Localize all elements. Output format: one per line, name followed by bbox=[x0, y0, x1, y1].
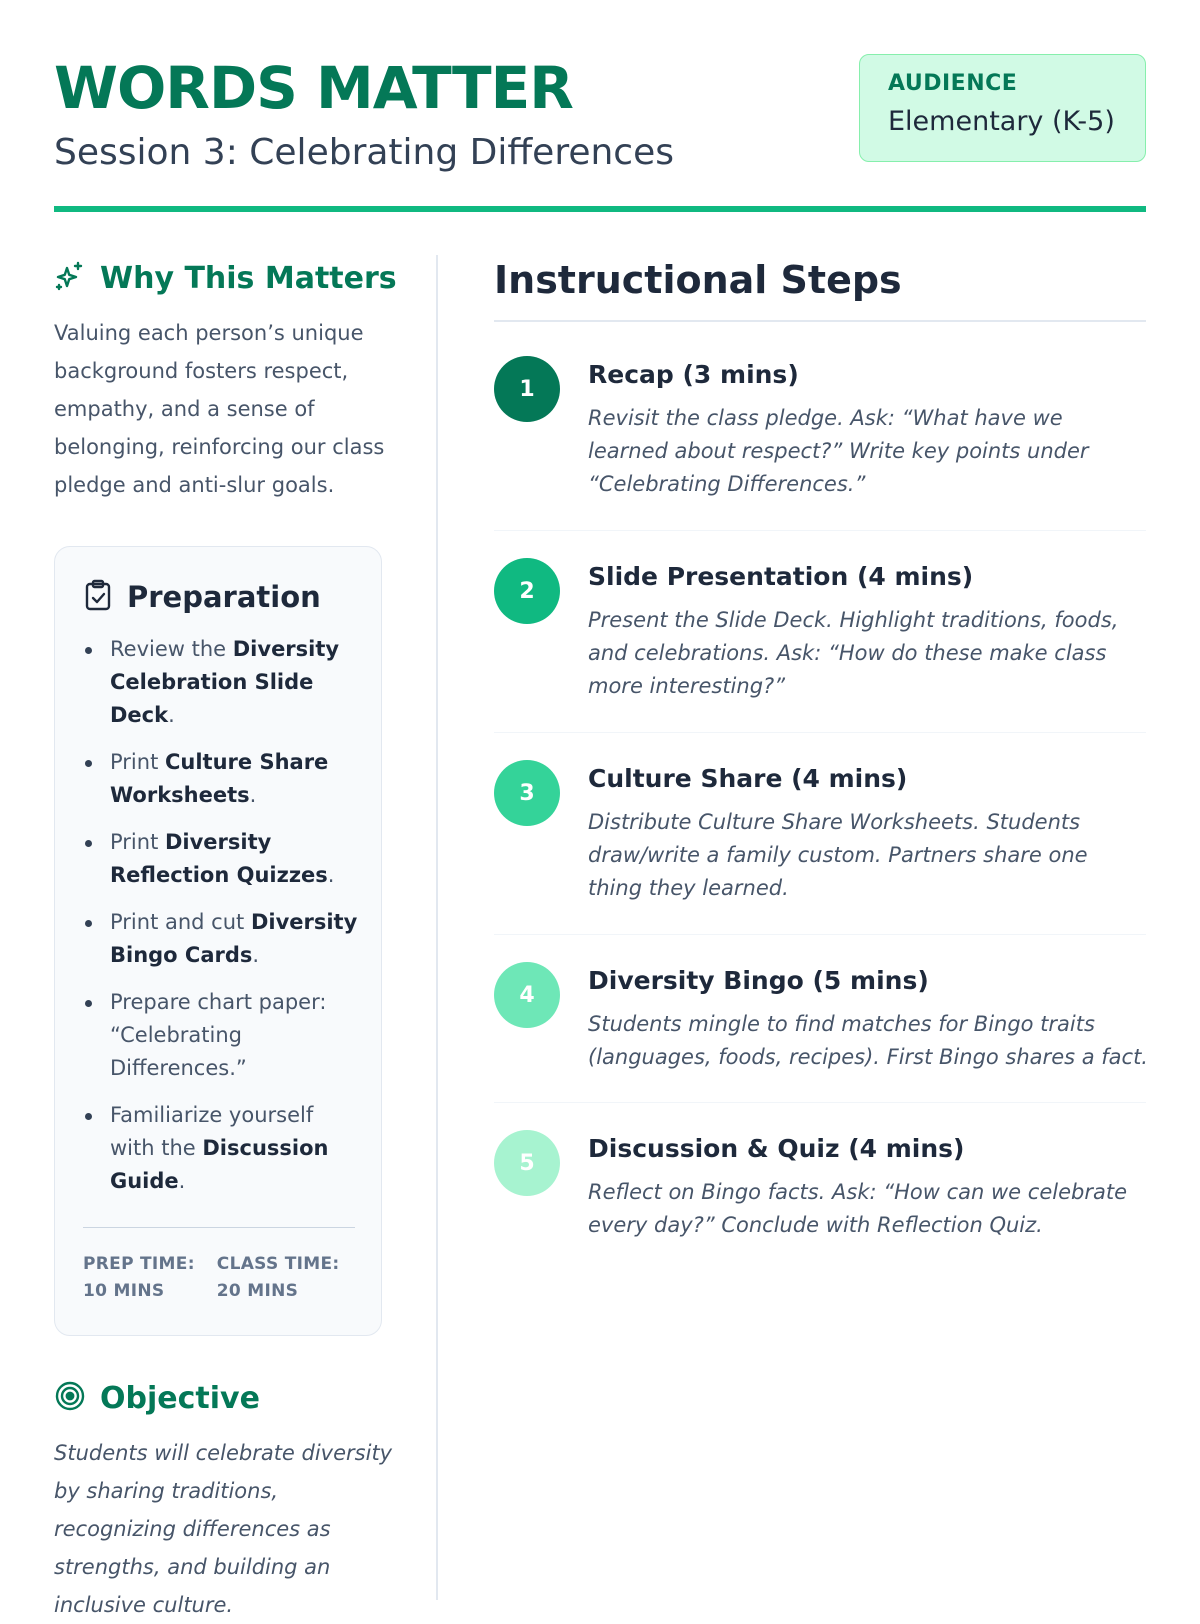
step-number-badge: 1 bbox=[494, 356, 560, 422]
steps-heading: Instructional Steps bbox=[494, 258, 902, 302]
audience-badge bbox=[859, 54, 1146, 162]
column-divider bbox=[436, 255, 438, 1600]
prep-time-label: PREP TIME: bbox=[83, 1254, 195, 1274]
preparation-separator bbox=[83, 1227, 355, 1228]
class-time-label: CLASS TIME: bbox=[216, 1254, 340, 1274]
time-summary bbox=[83, 1251, 339, 1305]
list-item bbox=[83, 1099, 363, 1198]
item-bold-text: Culture Share Worksheets bbox=[110, 750, 329, 807]
header bbox=[54, 52, 1146, 212]
step-number-badge: 4 bbox=[494, 962, 560, 1028]
objective-heading: Objective bbox=[100, 1380, 260, 1416]
why-text: Valuing each person’s unique background fosters respect, empathy, and a sense of belonging, reinforcing our class pledge and anti-slur goals. bbox=[54, 321, 385, 497]
step-number-badge: 3 bbox=[494, 760, 560, 826]
page-title: WORDS MATTER bbox=[54, 54, 573, 122]
preparation-card bbox=[54, 546, 382, 1336]
item-text: Print and cut bbox=[110, 910, 251, 934]
step-description: Present the Slide Deck. Highlight traditions, foods, and celebrations. Ask: “How do these make class more interesting?” bbox=[588, 608, 1119, 698]
step-separator bbox=[494, 732, 1146, 733]
step-number-badge: 2 bbox=[494, 558, 560, 624]
why-heading: Why This Matters bbox=[100, 260, 397, 296]
step-title: Discussion & Quiz (4 mins) bbox=[588, 1134, 965, 1163]
clipboard-check-icon bbox=[83, 579, 113, 615]
item-text: Familiarize yourself with the bbox=[110, 1103, 314, 1160]
list-item bbox=[83, 826, 363, 892]
item-text-end: . bbox=[168, 703, 175, 727]
audience-value: Elementary (K-5) bbox=[888, 106, 1115, 137]
list-item bbox=[83, 746, 363, 812]
step-title: Culture Share (4 mins) bbox=[588, 764, 908, 793]
item-bold-text: Diversity Reflection Quizzes bbox=[110, 830, 328, 887]
preparation-heading: Preparation bbox=[127, 580, 321, 614]
audience-label: AUDIENCE bbox=[888, 71, 1018, 96]
list-item bbox=[83, 633, 363, 732]
step-separator bbox=[494, 530, 1146, 531]
item-text-end: . bbox=[249, 783, 257, 807]
item-text-end: . bbox=[252, 943, 260, 967]
step-title: Recap (3 mins) bbox=[588, 360, 799, 389]
steps-heading-rule bbox=[494, 320, 1146, 322]
item-text: Prepare chart paper: “Celebrating Differences.” bbox=[110, 990, 327, 1080]
class-time-value: 20 MINS bbox=[216, 1281, 299, 1301]
why-section-heading bbox=[54, 258, 397, 298]
item-text-end: . bbox=[178, 1169, 186, 1193]
step-description: Students mingle to find matches for Bingo traits (languages, foods, recipes). First Bingo shares a fact. bbox=[588, 1012, 1148, 1069]
step-description: Revisit the class pledge. Ask: “What have we learned about respect?” Write key points under “Celebrating Differences.” bbox=[588, 406, 1089, 496]
prep-time-value: 10 MINS bbox=[83, 1281, 165, 1301]
step-separator bbox=[494, 934, 1146, 935]
step-description: Distribute Culture Share Worksheets. Students draw/write a family custom. Partners share one thing they learned. bbox=[588, 810, 1088, 900]
step-title: Diversity Bingo (5 mins) bbox=[588, 966, 929, 995]
objective-section-heading bbox=[54, 1378, 260, 1418]
header-divider bbox=[54, 206, 1146, 212]
preparation-list bbox=[83, 633, 363, 1212]
step-title: Slide Presentation (4 mins) bbox=[588, 562, 974, 591]
sparkles-icon bbox=[54, 260, 86, 296]
target-icon bbox=[54, 1380, 86, 1416]
list-item bbox=[83, 986, 363, 1085]
class-time bbox=[217, 1251, 340, 1305]
step-separator bbox=[494, 1102, 1146, 1103]
item-bold-text: Diversity Celebration Slide Deck bbox=[110, 637, 340, 727]
prep-time bbox=[83, 1251, 195, 1305]
step-number-badge: 5 bbox=[494, 1130, 560, 1196]
item-text-end: . bbox=[327, 863, 335, 887]
item-text: Print bbox=[110, 830, 165, 854]
item-bold-text: Discussion Guide bbox=[110, 1136, 329, 1193]
item-text: Review the bbox=[110, 637, 233, 661]
objective-text: Students will celebrate diversity by sharing traditions, recognizing differences as strengths, and building an inclusive culture. bbox=[54, 1441, 393, 1617]
item-text: Print bbox=[110, 750, 165, 774]
item-bold-text: Diversity Bingo Cards bbox=[110, 910, 358, 967]
preparation-heading-row bbox=[83, 579, 321, 615]
list-item bbox=[83, 906, 363, 972]
page-subtitle: Session 3: Celebrating Differences bbox=[54, 132, 674, 173]
step-description: Reflect on Bingo facts. Ask: “How can we celebrate every day?” Conclude with Reflection Quiz. bbox=[588, 1180, 1127, 1237]
